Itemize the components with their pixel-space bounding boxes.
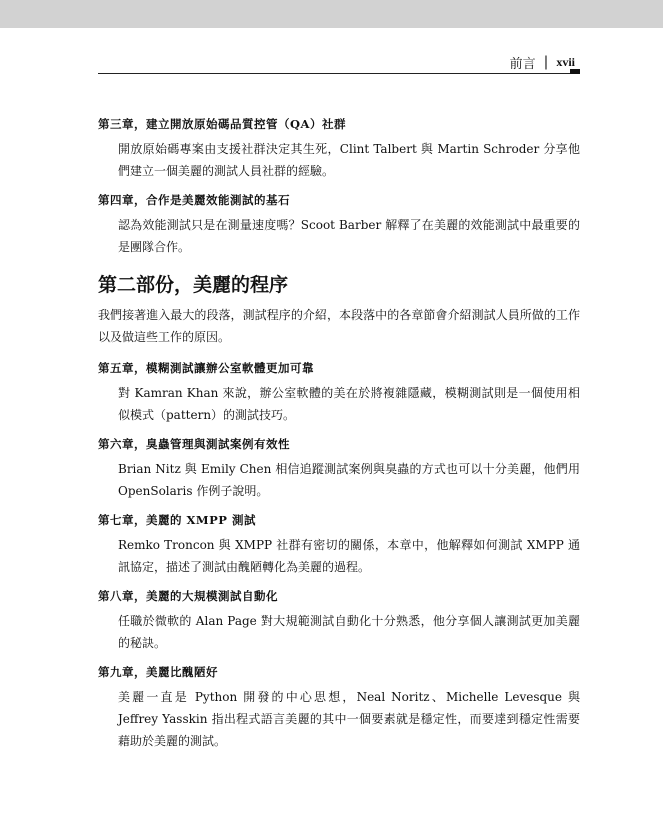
chapter-6-body: Brian Nitz 與 Emily Chen 相信追蹤測試案例與臭蟲的方式也可以十分美麗，他們用 OpenSolaris 作例子說明。 (118, 462, 580, 498)
page-number: xvii (556, 54, 575, 69)
section-name: 前言 (509, 56, 536, 72)
header-separator: | (543, 54, 549, 70)
page-content (98, 116, 580, 762)
chapter-9-body: 美麗一直是 Python 開發的中心思想，Neal Noritz、Michelle Levesque 與 Jeffrey Yasskin 指出程式語言美麗的其中一個要素就是穩定性，而要達到穩定性需要藉助於美麗的測試。 (118, 690, 580, 748)
chapter-8-title: 第八章，美麗的大規模測試自動化 (98, 589, 278, 603)
chapter-4-body: 認為效能測試只是在測量速度嗎？Scoot Barber 解釋了在美麗的效能測試中最重要的是團隊合作。 (118, 218, 580, 254)
header-rule (98, 73, 570, 74)
chapter-3-title: 第三章，建立開放原始碼品質控管（QA）社群 (98, 117, 346, 131)
chapter-3-body: 開放原始碼專案由支援社群決定其生死，Clint Talbert 與 Martin Schroder 分享他們建立一個美麗的測試人員社群的經驗。 (118, 142, 580, 178)
chapter-7-body: Remko Troncon 與 XMPP 社群有密切的關係，本章中，他解釋如何測試 XMPP 通訊協定，描述了測試由醜陋轉化為美麗的過程。 (118, 538, 580, 574)
chapter-4-title: 第四章，合作是美麗效能測試的基石 (98, 193, 290, 207)
chapter-5-body: 對 Kamran Khan 來說，辦公室軟體的美在於將複雜隱藏，模糊測試則是一個使用相似模式（pattern）的測試技巧。 (118, 386, 580, 422)
header-block-mark (570, 69, 580, 74)
chapter-9-title: 第九章，美麗比醜陋好 (98, 665, 218, 679)
part-two-title: 第二部份，美麗的程序 (98, 274, 289, 296)
top-bar (0, 0, 663, 28)
chapter-8-body: 任職於微軟的 Alan Page 對大規範測試自動化十分熟悉，他分享個人讓測試更加美麗的秘訣。 (118, 614, 580, 650)
chapter-7-title: 第七章，美麗的 XMPP 測試 (98, 513, 256, 527)
chapter-5-title: 第五章，模糊測試讓辦公室軟體更加可靠 (98, 361, 314, 375)
part-two-intro: 我們接著進入最大的段落，測試程序的介紹，本段落中的各章節會介紹測試人員所做的工作以及做這些工作的原因。 (98, 308, 580, 344)
running-head (510, 52, 575, 72)
chapter-6-title: 第六章，臭蟲管理與測試案例有效性 (98, 437, 290, 451)
